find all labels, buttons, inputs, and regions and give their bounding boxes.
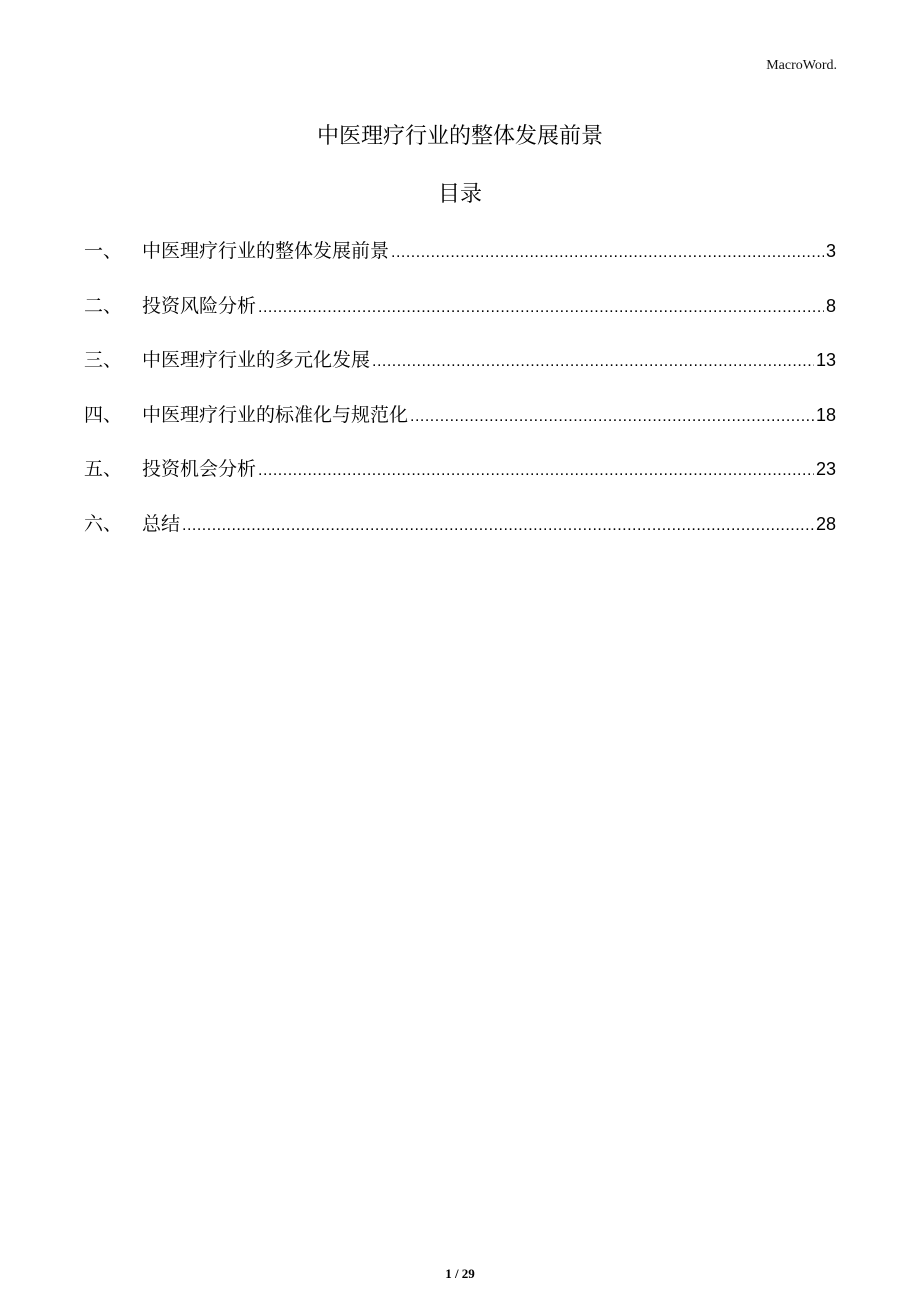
toc-entry-title[interactable]: 中医理疗行业的多元化发展 [142,349,371,371]
toc-dot-leader [391,238,824,268]
toc-entry-page[interactable]: 18 [815,404,836,425]
toc-entry[interactable] [84,291,836,346]
toc-entry-title[interactable]: 总结 [142,512,181,535]
toc-entry-title[interactable]: 投资风险分析 [142,294,257,317]
page-indicator: 1 / 29 [445,1266,475,1281]
toc-entry[interactable] [84,509,836,564]
toc-heading: 目录 [437,182,482,207]
toc-entry-number: 二、 [84,294,123,317]
toc-entry-title[interactable]: 中医理疗行业的标准化与规范化 [142,403,409,426]
toc-dot-leader [410,402,814,432]
toc-entry-number: 一、 [84,240,123,262]
toc-entry-page[interactable]: 8 [825,295,836,316]
toc-entry-number: 六、 [84,512,123,535]
toc-entry[interactable] [84,454,836,509]
toc-dot-leader [258,456,814,486]
document-title: 中医理疗行业的整体发展前景 [316,124,603,149]
toc-dot-leader [258,293,824,323]
toc-entry-page[interactable]: 23 [815,459,836,479]
toc-entry[interactable] [84,236,836,291]
toc-entry-title[interactable]: 投资机会分析 [142,458,257,480]
toc-entry[interactable] [84,400,836,455]
toc-entry-page[interactable]: 13 [815,350,836,370]
toc-dot-leader [372,347,814,377]
toc-entry-number: 四、 [84,403,123,426]
toc-entry-number: 三、 [84,349,123,371]
header-mark: MacroWord. [766,58,837,73]
toc-entry[interactable] [84,345,836,400]
toc-entry-page[interactable]: 3 [825,241,836,261]
toc-dot-leader [182,511,814,541]
table-of-contents [84,236,836,563]
toc-entry-title[interactable]: 中医理疗行业的整体发展前景 [142,240,390,262]
toc-entry-number: 五、 [84,458,123,480]
toc-entry-page[interactable]: 28 [815,513,836,534]
